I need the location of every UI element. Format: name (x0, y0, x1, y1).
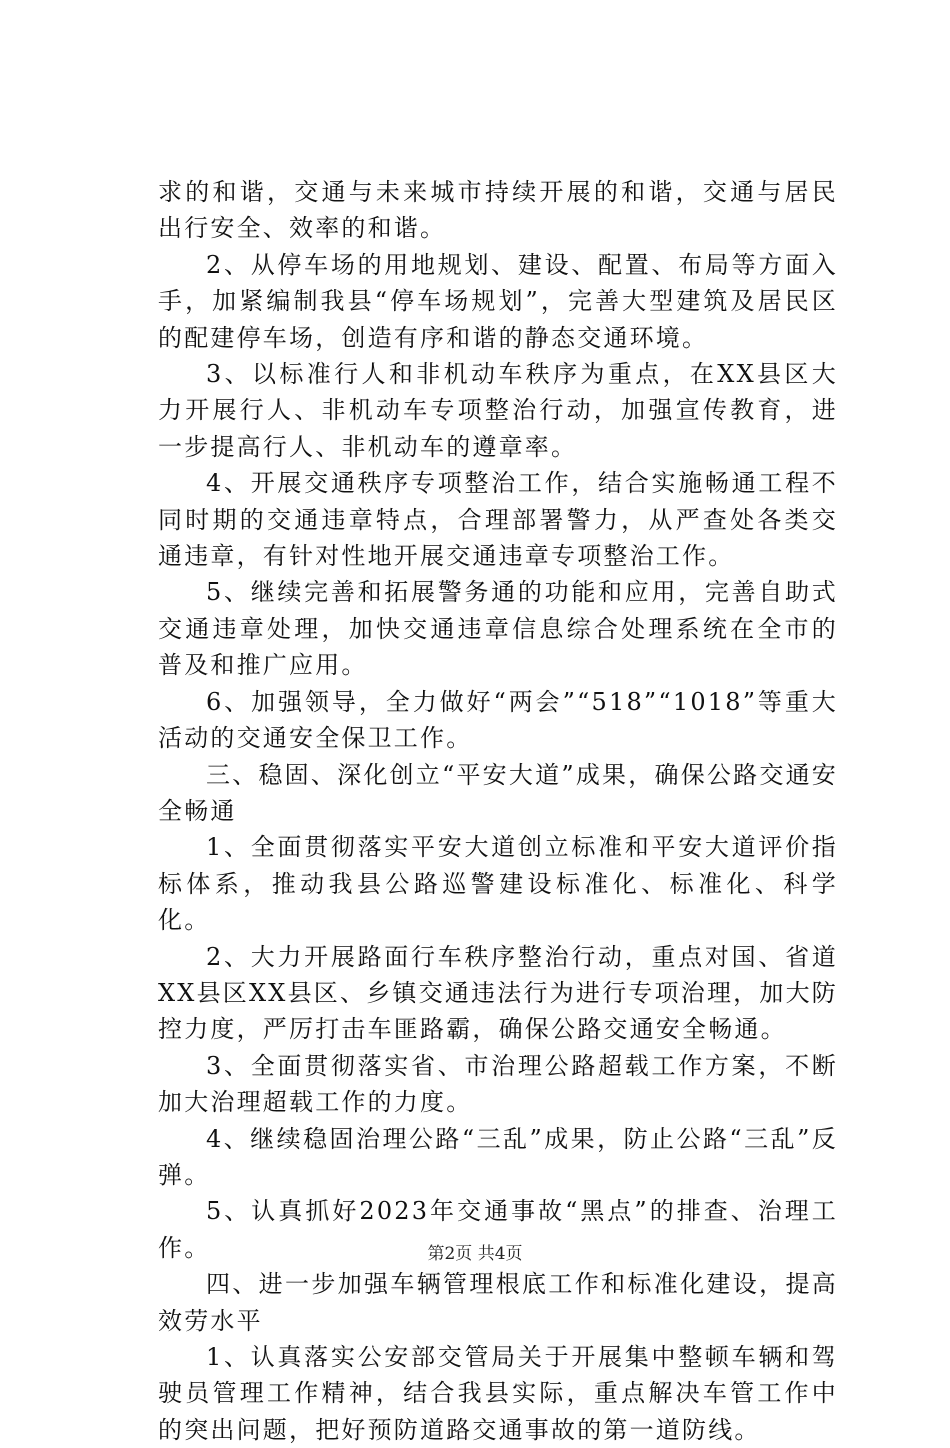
paragraph-12: 5、认真抓好2023年交通事故“黑点”的排查、治理工作。 (158, 1197, 838, 1262)
paragraph-4: 4、开展交通秩序专项整治工作，结合实施畅通工程不同时期的交通违章特点，合理部署警力，从严查处各类交通违章，有针对性地开展交通违章专项整治工作。 (158, 469, 838, 571)
page-number-footer: 第2页 共4页 (427, 1244, 523, 1264)
paragraph-11: 4、继续稳固治理公路“三乱”成果，防止公路“三乱”反弹。 (158, 1124, 838, 1189)
paragraph-1: 求的和谐，交通与未来城市持续开展的和谐，交通与居民出行安全、效率的和谐。 (158, 178, 838, 243)
paragraph-2: 2、从停车场的用地规划、建设、配置、布局等方面入手，加紧编制我县“停车场规划”，完善大型建筑及居民区的配建停车场，创造有序和谐的静态交通环境。 (158, 250, 838, 352)
paragraph-8: 1、全面贯彻落实平安大道创立标准和平安大道评价指标体系，推动我县公路巡警建设标准化、标准化、科学化。 (158, 833, 838, 935)
section-heading-4: 四、进一步加强车辆管理根底工作和标准化建设，提高效劳水平 (158, 1270, 838, 1335)
section-heading-3: 三、稳固、深化创立“平安大道”成果，确保公路交通安全畅通 (158, 760, 838, 825)
paragraph-9: 2、大力开展路面行车秩序整治行动，重点对国、省道XX县区XX县区、乡镇交通违法行为进行专项治理，加大防控力度，严厉打击车匪路霸，确保公路交通安全畅通。 (158, 942, 838, 1044)
paragraph-3: 3、以标准行人和非机动车秩序为重点，在XX县区大力开展行人、非机动车专项整治行动，加强宣传教育，进一步提高行人、非机动车的遵章率。 (158, 360, 838, 461)
paragraph-5: 5、继续完善和拓展警务通的功能和应用，完善自助式交通违章处理，加快交通违章信息综合处理系统在全市的普及和推广应用。 (158, 578, 838, 680)
paragraph-14: 1、认真落实公安部交管局关于开展集中整顿车辆和驾驶员管理工作精神，结合我县实际，重点解决车管工作中的突出问题，把好预防道路交通事故的第一道防线。 (158, 1343, 838, 1444)
paragraph-10: 3、全面贯彻落实省、市治理公路超载工作方案，不断加大治理超载工作的力度。 (158, 1051, 838, 1117)
paragraph-6: 6、加强领导，全力做好“两会”“518”“1018”等重大活动的交通安全保卫工作。 (158, 687, 838, 753)
